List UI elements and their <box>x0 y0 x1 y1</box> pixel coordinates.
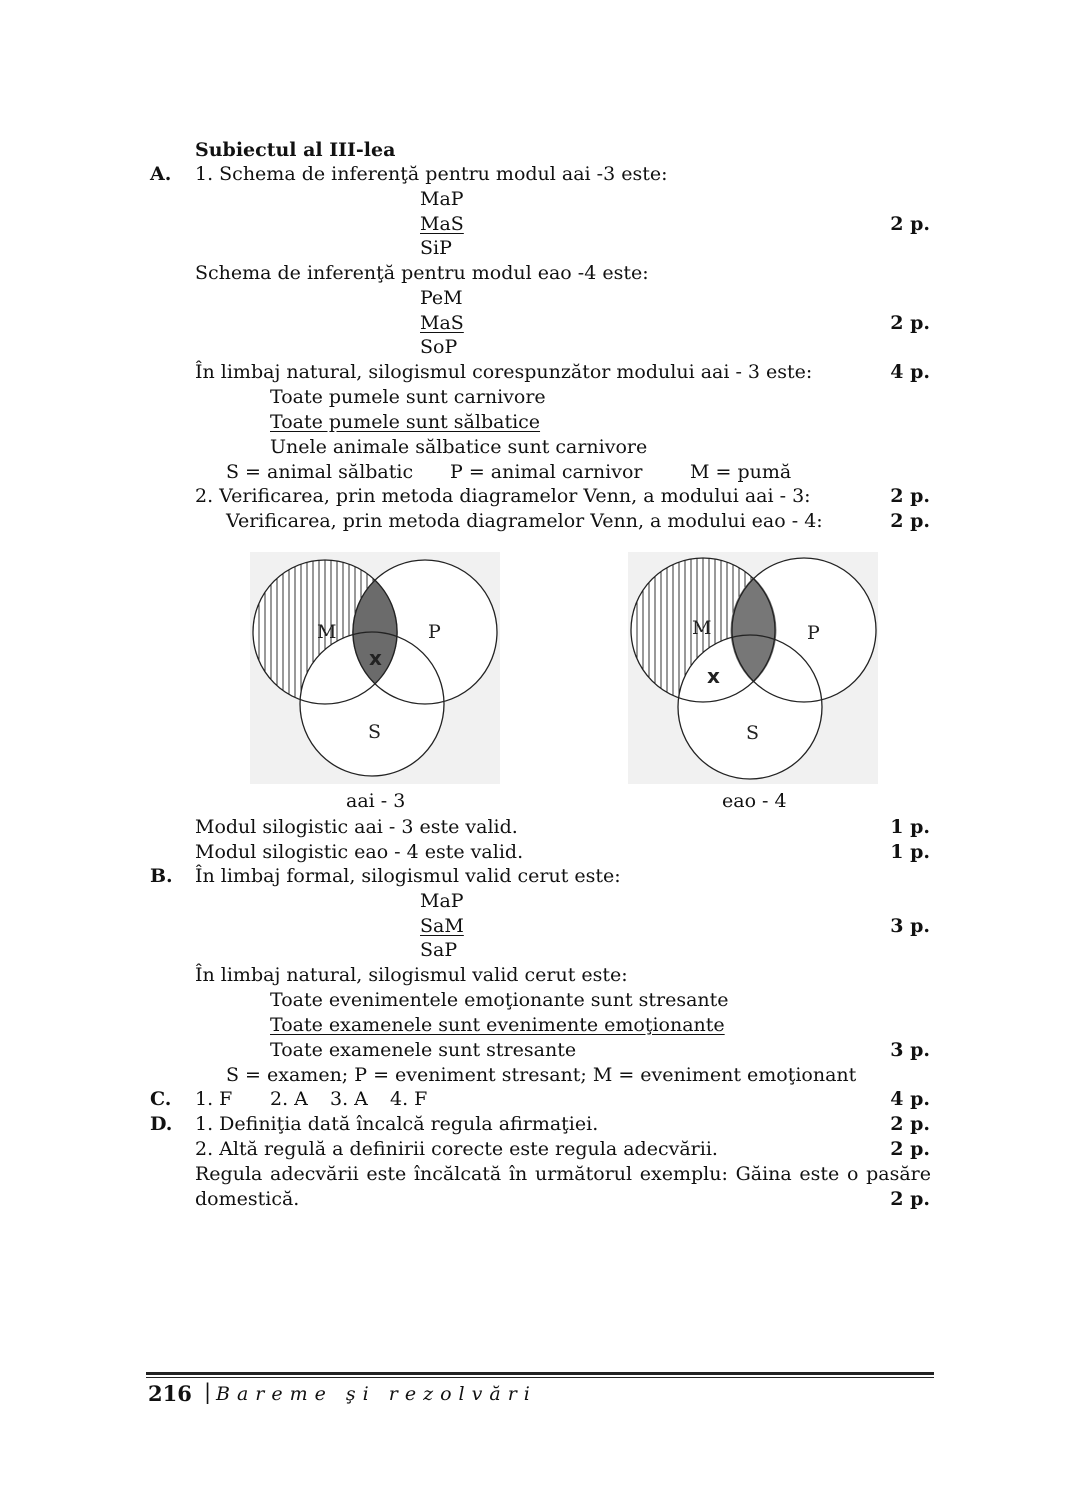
aai3-premise-minor: MaS <box>420 213 464 235</box>
b-natural-line-3: Toate examenele sunt stresante <box>270 1039 577 1061</box>
venn2-caption: eao - 4 <box>722 790 787 812</box>
a-valid-2-points: 1 p. <box>890 841 930 863</box>
c-answer-1: 1. F <box>195 1088 233 1110</box>
page-number: 216 <box>148 1381 192 1406</box>
venn2-label-s: S <box>746 722 760 744</box>
venn-diagram-eao4 <box>628 552 878 784</box>
venn2-label-p: P <box>807 622 820 644</box>
d-line-4-points: 2 p. <box>890 1188 930 1210</box>
b-natural-line-1: Toate evenimentele emoţionante sunt stresante <box>270 989 729 1011</box>
venn1-mark-x: x <box>369 646 382 670</box>
d-line-1: 1. Definiţia dată încalcă regula afirmaţiei. <box>195 1113 599 1135</box>
running-head: Bareme şi rezolvări <box>216 1383 537 1405</box>
d-line-3: Regula adecvării este încălcată în următorul exemplu: Găina este o pasăre <box>195 1163 931 1185</box>
a-term-s: S = animal sălbatic <box>226 461 414 483</box>
a-item2-line1: 2. Verificarea, prin metoda diagramelor Venn, a modului aai - 3: <box>195 485 811 507</box>
section-letter-d: D. <box>150 1113 173 1135</box>
b-formal-major: MaP <box>420 890 464 912</box>
footer-rule-thin <box>146 1377 934 1378</box>
a-item2-points1: 2 p. <box>890 485 930 507</box>
aai3-points: 2 p. <box>890 213 930 235</box>
eao4-premise-major: PeM <box>420 287 463 309</box>
a-natural-line-1: Toate pumele sunt carnivore <box>270 386 546 408</box>
b-natural-points: 3 p. <box>890 1039 930 1061</box>
a-item2-points2: 2 p. <box>890 510 930 532</box>
b-formal-intro: În limbaj formal, silogismul valid cerut este: <box>195 865 621 887</box>
b-terms: S = examen; P = eveniment stresant; M = eveniment emoţionant <box>226 1064 857 1086</box>
c-answer-2: 2. A <box>270 1088 308 1110</box>
b-formal-points: 3 p. <box>890 915 930 937</box>
venn2-mark-x: x <box>707 664 720 688</box>
a-valid-1-points: 1 p. <box>890 816 930 838</box>
venn-diagram-aai3 <box>250 552 500 784</box>
a-natural-points: 4 p. <box>890 361 930 383</box>
a-natural-line-2: Toate pumele sunt sălbatice <box>270 411 541 433</box>
a-item2-line2: Verificarea, prin metoda diagramelor Venn, a modului eao - 4: <box>226 510 823 532</box>
c-points: 4 p. <box>890 1088 930 1110</box>
section-letter-b: B. <box>150 865 173 887</box>
b-formal-minor: SaM <box>420 915 464 937</box>
aai3-conclusion: SiP <box>420 237 452 259</box>
footer-separator: | <box>204 1380 212 1404</box>
c-answer-3: 3. A <box>330 1088 368 1110</box>
a-term-m: M = pumă <box>690 461 792 483</box>
venn2-label-m: M <box>692 617 712 639</box>
eao4-premise-minor: MaS <box>420 312 464 334</box>
section-letter-a: A. <box>150 163 172 185</box>
footer-rule-thick <box>146 1372 934 1375</box>
a-valid-2: Modul silogistic eao - 4 este valid. <box>195 841 524 863</box>
a-term-p: P = animal carnivor <box>450 461 643 483</box>
b-formal-conclusion: SaP <box>420 939 458 961</box>
c-answer-4: 4. F <box>390 1088 428 1110</box>
a-item1-intro: 1. Schema de inferenţă pentru modul aai -3 este: <box>195 163 668 185</box>
venn1-caption: aai - 3 <box>346 790 406 812</box>
section-title: Subiectul al III-lea <box>195 139 396 161</box>
d-line-1-points: 2 p. <box>890 1113 930 1135</box>
venn1-label-s: S <box>368 721 382 743</box>
d-line-4: domestică. <box>195 1188 300 1210</box>
b-natural-intro: În limbaj natural, silogismul valid cerut este: <box>195 964 628 986</box>
venn1-label-m: M <box>317 621 337 643</box>
eao4-conclusion: SoP <box>420 336 458 358</box>
section-letter-c: C. <box>150 1088 172 1110</box>
a-valid-1: Modul silogistic aai - 3 este valid. <box>195 816 518 838</box>
aai3-premise-major: MaP <box>420 188 464 210</box>
a-natural-intro: În limbaj natural, silogismul corespunzător modului aai - 3 este: <box>195 361 813 383</box>
venn1-label-p: P <box>428 621 441 643</box>
eao4-points: 2 p. <box>890 312 930 334</box>
d-line-2-points: 2 p. <box>890 1138 930 1160</box>
b-natural-line-2: Toate examenele sunt evenimente emoţionante <box>270 1014 725 1036</box>
eao4-intro: Schema de inferenţă pentru modul eao -4 este: <box>195 262 649 284</box>
a-natural-line-3: Unele animale sălbatice sunt carnivore <box>270 436 648 458</box>
d-line-2: 2. Altă regulă a definirii corecte este regula adecvării. <box>195 1138 718 1160</box>
